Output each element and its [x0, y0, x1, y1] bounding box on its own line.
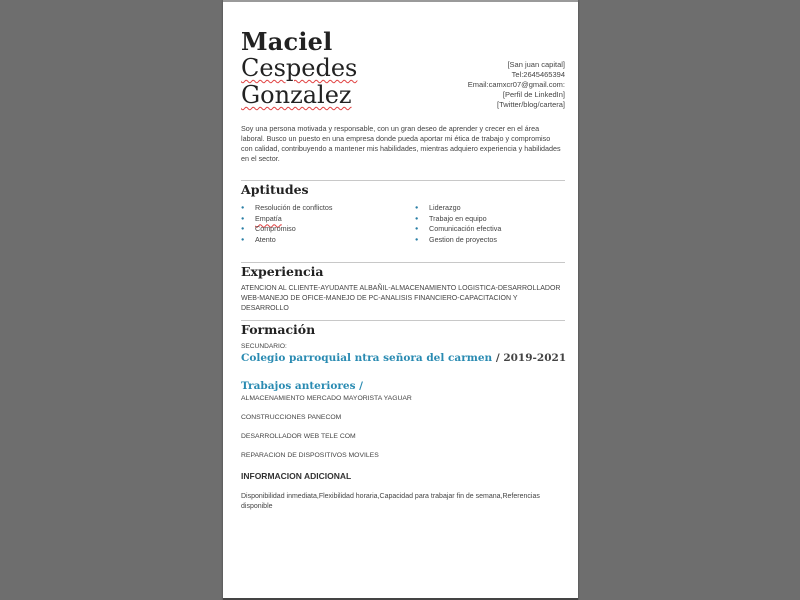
- first-name: Maciel: [241, 27, 333, 56]
- skills-list-left: [241, 203, 333, 246]
- contact-block: [468, 60, 565, 110]
- contact-phone: Tel:2645465394: [511, 70, 565, 79]
- education-level: SECUNDARIO:: [241, 343, 287, 350]
- divider: [241, 262, 565, 263]
- additional-info-text: Disponibilidad inmediata,Flexibilidad horaria,Capacidad para trabajar fin de semana,Referencias disponible: [241, 493, 540, 510]
- skill-item: ● Atento: [241, 235, 333, 246]
- profile-summary: Soy una persona motivada y responsable, con un gran deseo de aprender y crecer en el área laboral. Busco un puesto en una empresa donde pueda aportar mi ética de trabajo y compromiso con calidad, contribuyendo a mantener mis habilidades, mientras adquiero experiencia y habilidades en el sector.: [241, 124, 561, 163]
- formacion-heading: Formación: [241, 322, 316, 337]
- job-item: ALMACENAMIENTO MERCADO MAYORISTA YAGUAR: [241, 395, 412, 402]
- school-name: Colegio parroquial ntra señora del carmen: [241, 352, 493, 364]
- job-item: REPARACION DE DISPOSITIVOS MOVILES: [241, 452, 379, 459]
- skills-list-right: [415, 203, 501, 246]
- school-entry: [241, 352, 566, 364]
- experiencia-heading: Experiencia: [241, 264, 324, 279]
- skill-item: ● Liderazgo: [415, 203, 501, 214]
- middle-name: Cespedes: [241, 54, 358, 82]
- aptitudes-heading: Aptitudes: [241, 182, 309, 197]
- school-years: / 2019-2021: [492, 352, 567, 364]
- contact-social: [Twitter/blog/cartera]: [497, 100, 565, 109]
- skill-item: ● Compromiso: [241, 224, 333, 235]
- experiencia-text: ATENCION AL CLIENTE-AYUDANTE ALBAÑIL-ALMACENAMIENTO LOGISTICA-DESARROLLADOR WEB-MANEJO DE OFICE-MANEJO DE PC-ANALISIS FINANCIERO-CAPACITACION Y DESARROLLO: [241, 285, 561, 312]
- job-item: CONSTRUCCIONES PANECOM: [241, 414, 342, 421]
- job-item: DESARROLLADOR WEB TELE COM: [241, 433, 356, 440]
- jobs-list: [241, 394, 412, 470]
- skill-item: ● Trabajo en equipo: [415, 214, 501, 225]
- skill-item: ● Gestion de proyectos: [415, 235, 501, 246]
- divider: [241, 320, 565, 321]
- additional-info-heading: INFORMACION ADICIONAL: [241, 471, 352, 481]
- divider: [241, 180, 565, 181]
- contact-linkedin: [Perfil de LinkedIn]: [502, 90, 565, 99]
- skill-item: ● Comunicación efectiva: [415, 224, 501, 235]
- contact-location: [San juan capital]: [507, 60, 565, 69]
- candidate-name: [241, 28, 357, 109]
- skill-item: ● Empatía: [241, 214, 333, 225]
- skill-item: ● Resolución de conflictos: [241, 203, 333, 214]
- page-top-border: [223, 0, 578, 2]
- resume-page: [223, 0, 578, 600]
- last-name: Gonzalez: [241, 81, 352, 109]
- trabajos-heading: Trabajos anteriores /: [241, 380, 364, 392]
- contact-email: Email:camxcr07@gmail.com:: [467, 80, 565, 89]
